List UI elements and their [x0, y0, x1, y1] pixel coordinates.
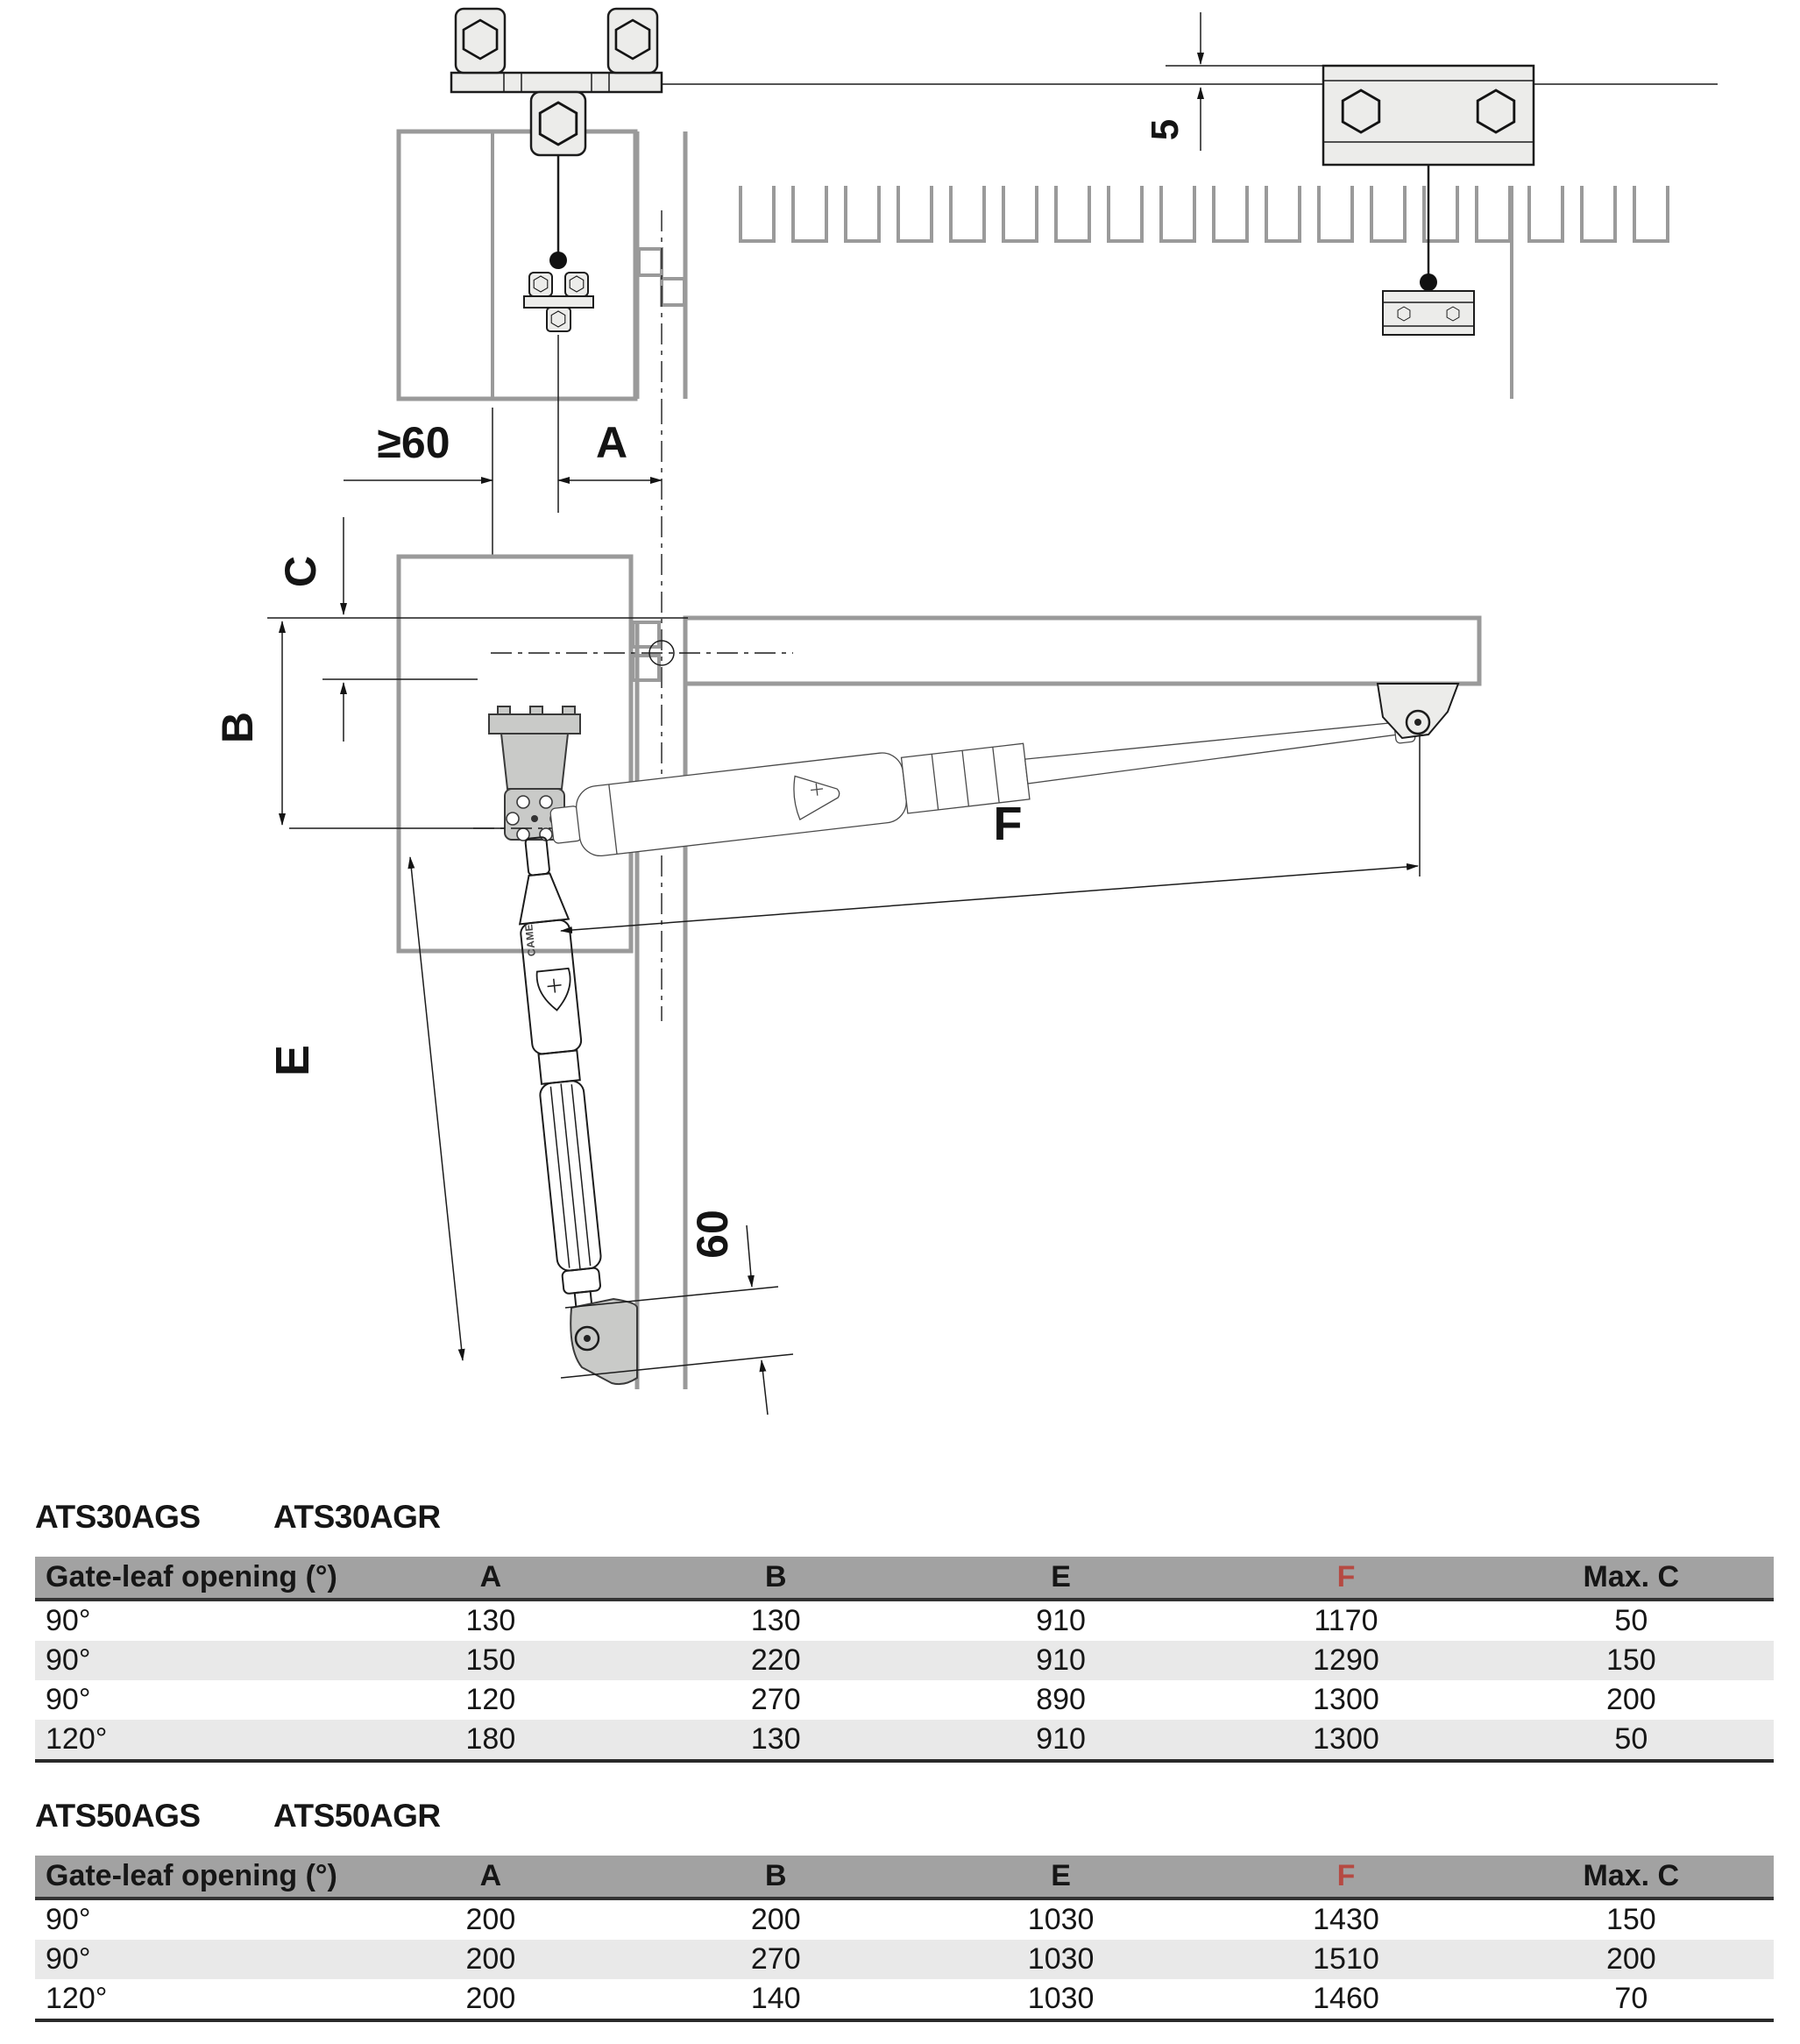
cell: 1460	[1313, 1982, 1379, 2015]
col-header-opening: Gate-leaf opening (°)	[35, 1856, 348, 1899]
cell: 120°	[46, 1982, 108, 2015]
table-header-row	[35, 1856, 1774, 1899]
table-header-row	[35, 1557, 1774, 1600]
cell: 90°	[46, 1942, 91, 1976]
dim-label-b: B	[213, 711, 262, 744]
col-header-b: B	[634, 1557, 918, 1600]
col-header-e: E	[918, 1557, 1203, 1600]
cell: 220	[750, 1643, 801, 1677]
cell: 1290	[1313, 1643, 1379, 1677]
cell: 270	[750, 1683, 801, 1716]
col-header-a: A	[348, 1557, 633, 1600]
col-header-max-c: Max. C	[1489, 1856, 1774, 1899]
cell: 120°	[46, 1722, 108, 1756]
col-header-b: B	[634, 1856, 918, 1899]
model-title: ATS30AGS	[35, 1499, 201, 1535]
came-logo: CAME	[522, 923, 538, 957]
cell: 90°	[46, 1683, 91, 1716]
col-header-e: E	[918, 1856, 1203, 1899]
cell: 130	[465, 1604, 516, 1637]
cell: 200	[750, 1903, 801, 1936]
dim-label-a: A	[595, 418, 628, 467]
cell: 1030	[1027, 1942, 1095, 1976]
cell: 180	[465, 1722, 516, 1756]
cell: 130	[750, 1604, 801, 1637]
elevation-view	[213, 517, 1479, 1415]
cell: 910	[1036, 1643, 1086, 1677]
model-title: ATS30AGR	[273, 1499, 441, 1535]
cell: 270	[750, 1942, 801, 1976]
pillar-plan	[399, 131, 635, 399]
gate-leaf-closed	[685, 618, 1479, 684]
dim-label-ge60: ≥60	[377, 418, 450, 467]
dimensions-table-ats50	[35, 1856, 1774, 2022]
table-row	[35, 1720, 1774, 1761]
cell: 150	[465, 1643, 516, 1677]
cell: 200	[465, 1982, 516, 2015]
operator-closed-position	[548, 692, 1418, 861]
cell: 150	[1605, 1903, 1656, 1936]
cell: 70	[1614, 1982, 1648, 2015]
dimension-5	[1144, 12, 1201, 151]
cell: 200	[465, 1903, 516, 1936]
dimensions-table-ats30	[35, 1557, 1774, 1763]
cell: 90°	[46, 1903, 91, 1936]
table-row	[35, 1641, 1774, 1680]
cell: 90°	[46, 1643, 91, 1677]
cell: 1030	[1027, 1903, 1095, 1936]
cell: 1510	[1313, 1942, 1379, 1976]
section-titles	[35, 1499, 1774, 1536]
hinge-plan-lower	[662, 279, 684, 305]
table-row	[35, 1979, 1774, 2020]
cell: 1030	[1027, 1982, 1095, 2015]
cell: 890	[1036, 1683, 1086, 1716]
plan-view	[399, 9, 1718, 403]
table-row	[35, 1680, 1774, 1720]
front-bracket-mounted	[1383, 291, 1474, 335]
table-row	[35, 1899, 1774, 1940]
cell: 130	[750, 1722, 801, 1756]
dim-label-5: 5	[1144, 118, 1187, 141]
model-title: ATS50AGR	[273, 1798, 441, 1834]
front-gate-bracket	[1378, 684, 1458, 877]
cell: 140	[750, 1982, 801, 2015]
cell: 120	[465, 1683, 516, 1716]
dim-label-f: F	[993, 798, 1023, 850]
cell: 910	[1036, 1604, 1086, 1637]
gate-pickets	[741, 186, 1668, 241]
col-header-a: A	[348, 1856, 633, 1899]
table-row	[35, 1600, 1774, 1641]
col-header-f: F	[1203, 1557, 1488, 1600]
section-titles	[35, 1798, 1774, 1835]
cell: 1300	[1313, 1683, 1379, 1716]
cell: 1430	[1313, 1903, 1379, 1936]
section-ats50	[35, 1798, 1774, 2022]
cell: 50	[1614, 1722, 1648, 1756]
dim-label-c: C	[276, 555, 325, 588]
dim-label-60: 60	[688, 1210, 737, 1259]
cell: 910	[1036, 1722, 1086, 1756]
table-row	[35, 1940, 1774, 1979]
col-header-f: F	[1203, 1856, 1488, 1899]
cell: 1300	[1313, 1722, 1379, 1756]
leader-dot	[1420, 273, 1437, 291]
cell: 200	[1605, 1683, 1656, 1716]
cell: 150	[1605, 1643, 1656, 1677]
cell: 50	[1614, 1604, 1648, 1637]
front-bracket-exploded	[1323, 66, 1534, 165]
leader-dot	[549, 252, 567, 269]
col-header-max-c: Max. C	[1489, 1557, 1774, 1600]
cell: 200	[1605, 1942, 1656, 1976]
cell: 1170	[1314, 1604, 1378, 1637]
hinge-plan-upper	[639, 249, 662, 275]
cell: 90°	[46, 1604, 91, 1637]
section-ats30	[35, 1499, 1774, 1763]
col-header-opening: Gate-leaf opening (°)	[35, 1557, 348, 1600]
cell: 200	[465, 1942, 516, 1976]
model-title: ATS50AGS	[35, 1798, 201, 1834]
dim-label-e: E	[266, 1044, 319, 1077]
